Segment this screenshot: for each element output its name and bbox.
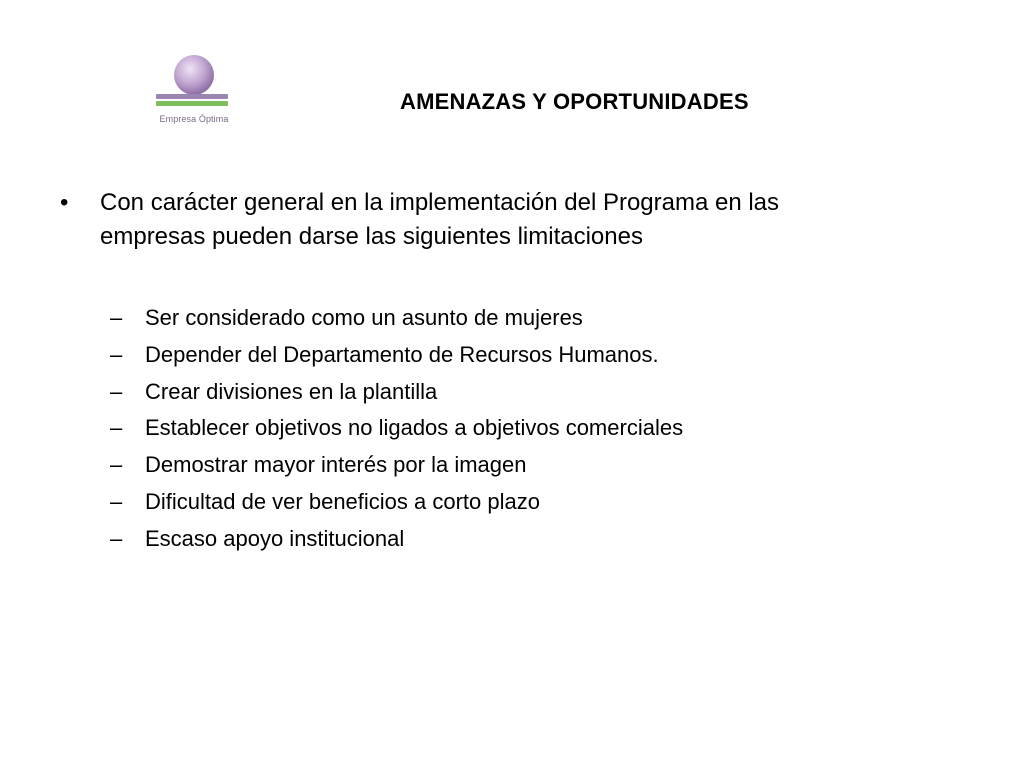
dash-mark: – [110, 525, 123, 551]
list-item-text: Depender del Departamento de Recursos Humanos. [145, 341, 659, 367]
list-item-text: Ser considerado como un asunto de mujeres [145, 305, 583, 330]
logo-text: Empresa Óptima [159, 114, 229, 124]
dash-mark: – [110, 415, 123, 441]
bullet-text: Con carácter general en la implementación del Programa en las empresas pueden darse las siguientes limitaciones [100, 189, 780, 250]
list-item-text: Dificultad de ver beneficios a corto plazo [145, 488, 540, 514]
slide-title: AMENAZAS Y OPORTUNIDADES [400, 89, 749, 114]
company-logo [128, 48, 260, 132]
logo-sphere-icon [128, 48, 260, 114]
dash-mark: – [110, 305, 123, 330]
list-item-text: Establecer objetivos no ligados a objetivos comerciales [145, 415, 684, 441]
dash-mark: – [110, 452, 123, 478]
dash-mark: – [110, 341, 123, 367]
dash-mark: – [110, 378, 123, 404]
dash-mark: – [110, 488, 123, 514]
list-item-text: Demostrar mayor interés por la imagen [145, 452, 527, 478]
list-item-text: Crear divisiones en la plantilla [145, 378, 438, 404]
bullet-mark: • [60, 189, 69, 216]
list-item-text: Escaso apoyo institucional [145, 525, 405, 551]
